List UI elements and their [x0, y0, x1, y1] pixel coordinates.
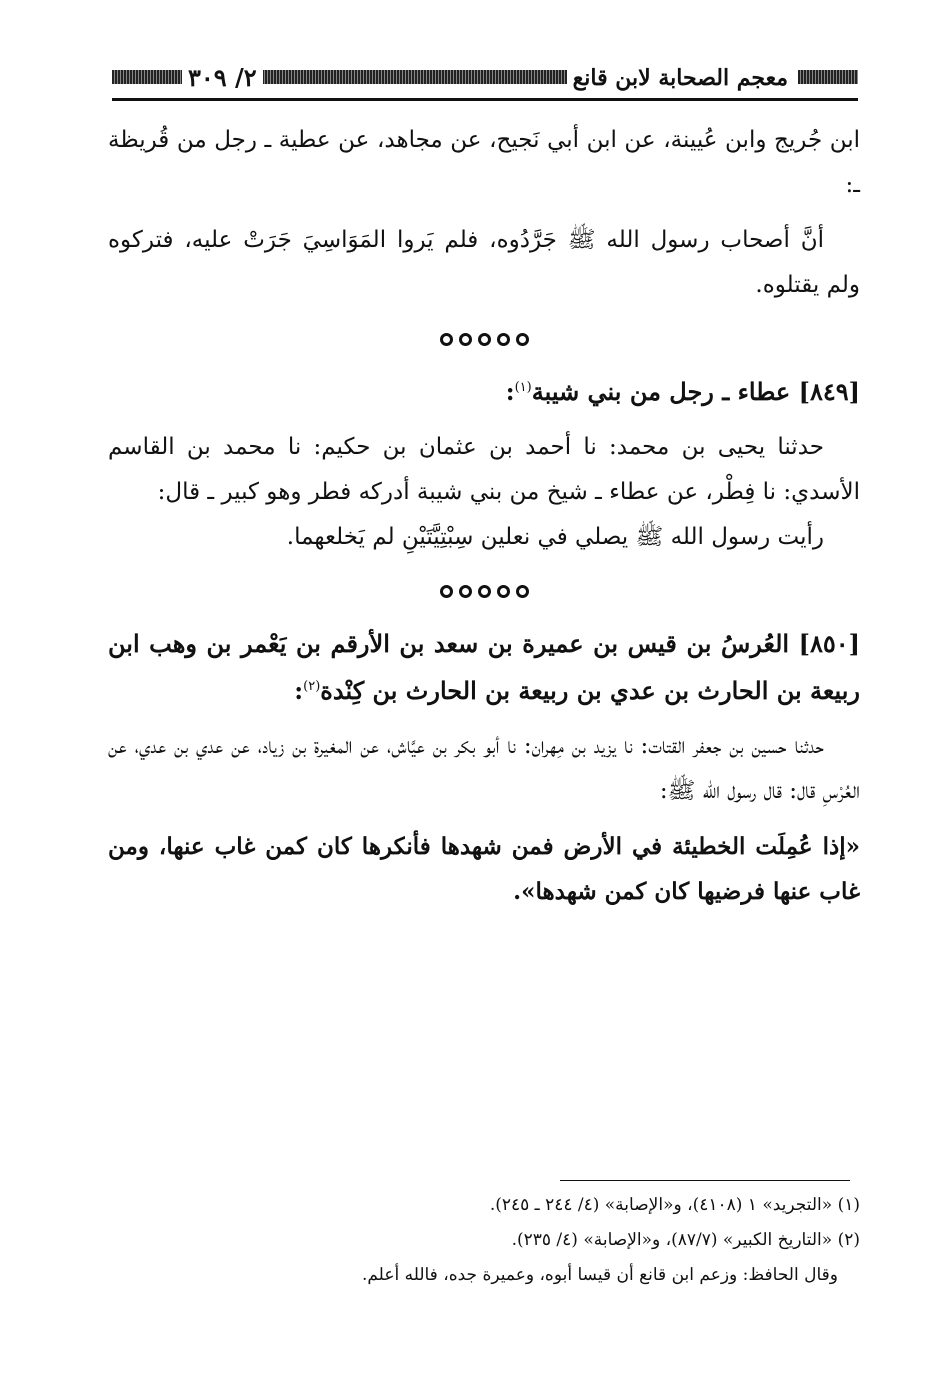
entry-heading-850	[108, 620, 860, 714]
ornament-circle-icon	[516, 585, 529, 598]
header-ornament-band	[244, 70, 574, 84]
ornament-circle-icon	[478, 333, 491, 346]
book-title: معجم الصحابة لابن قانع	[567, 58, 794, 98]
matn-850: «إذا عُمِلَت الخطيئة في الأرض فمن شهدها فأنكرها كان كمن غاب عنها، ومن غاب عنها فرضيها كان كمن شهدها».	[108, 833, 860, 905]
ornament-circle-icon	[478, 585, 491, 598]
header-ornament-band	[112, 70, 182, 84]
paragraph-hadith: أنَّ أصحاب رسول الله ﷺ جَرَّدُوه، فلم يَروا المَوَاسِيَ جَرَتْ عليه، فتركوه ولم يقتلوه.	[108, 227, 860, 298]
footnotes	[110, 1188, 860, 1293]
entry-heading-849	[108, 368, 860, 415]
ornament-circle-icon	[459, 333, 472, 346]
isnad-849: حدثنا يحيى بن محمد: نا أحمد بن عثمان بن حكيم: نا محمد بن القاسم الأسدي: نا فِطْر، عن عطاء ـ شيخ من بني شيبة أدركه فطر وهو كبير ـ قال:	[108, 434, 860, 505]
heading-colon: :	[294, 676, 304, 705]
page-number: ٢/ ٣٠٩	[182, 58, 263, 98]
ornament-circle-icon	[497, 333, 510, 346]
footnote-ref: (١)	[514, 380, 532, 395]
running-header	[112, 58, 858, 104]
footnote-2: (٢) «التاريخ الكبير» (٨٧/٧)، و«الإصابة» (٤/ ٢٣٥).	[511, 1230, 860, 1250]
ornament-circle-icon	[440, 333, 453, 346]
ornament-circle-icon	[459, 585, 472, 598]
isnad-850: حدثنا حسين بن جعفر القتات: نا يزيد بن مِهران: نا أبو بكر بن عيَّاش، عن المغيرة بن زياد، عن عدي بن عدي، عن العُرْسِ قال: قال رسول الله ﷺ:	[108, 733, 860, 804]
section-separator	[108, 560, 860, 620]
paragraph-continuation: ابن جُريج وابن عُيينة، عن ابن أبي نَجيح، عن مجاهد، عن عطية ـ رجل من قُريظة ـ:	[108, 127, 860, 198]
footnote-2-note: وقال الحافظ: وزعم ابن قانع أن قيسا أبوه، وعميرة جده، فالله أعلم.	[361, 1265, 838, 1285]
matn-849: رأيت رسول الله ﷺ يصلي في نعلين سِبْتِيَّتَيْنِ لم يَخلعهما.	[286, 524, 824, 550]
ornament-circle-icon	[497, 585, 510, 598]
header-rule	[112, 98, 858, 101]
heading-colon: :	[505, 377, 515, 406]
header-ornament-band	[798, 70, 858, 84]
entry-heading-text: [٨٥٠] العُرسُ بن قيس بن عميرة بن سعد بن الأرقم بن يَعْمر بن وهب ابن ربيعة بن الحارث بن عدي بن ربيعة بن الحارث بن كِنْدة	[108, 629, 860, 705]
entry-heading-text: [٨٤٩] عطاء ـ رجل من بني شيبة	[531, 377, 860, 406]
footnote-ref: (٢)	[303, 679, 321, 694]
main-text	[108, 118, 860, 914]
footnote-1: (١) «التجريد» ١ (٤١٠٨)، و«الإصابة» (٤/ ٢٤٤ ـ ٢٤٥).	[489, 1195, 860, 1215]
footnote-rule	[560, 1180, 850, 1181]
ornament-circle-icon	[440, 585, 453, 598]
ornament-circle-icon	[516, 333, 529, 346]
section-separator	[108, 308, 860, 368]
